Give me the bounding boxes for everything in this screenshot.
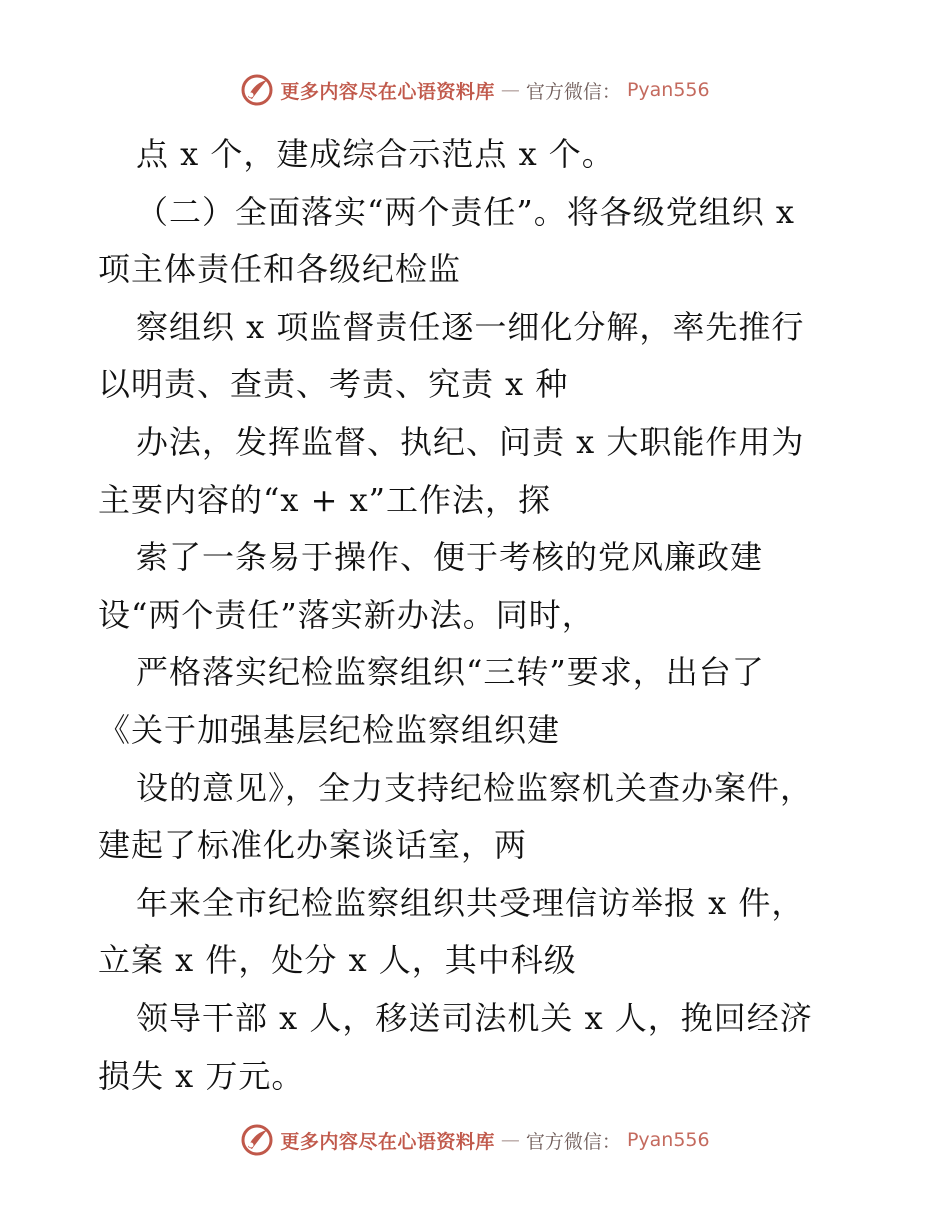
- text-line: （二）全面落实“两个责任”。将各级党组织 x: [136, 192, 795, 231]
- text-line: 办法，发挥监督、执纪、问责 x 大职能作用为: [136, 422, 805, 461]
- watermark-id: Pyan556: [626, 1129, 710, 1151]
- text-line: 年来全市纪检监察组织共受理信访举报 x 件，: [136, 883, 805, 922]
- text-line: 以明责、查责、考责、究责 x 种: [98, 365, 569, 404]
- brush-logo-icon: [240, 73, 274, 107]
- text-line: 点 x 个，建成综合示范点 x 个。: [136, 135, 615, 173]
- watermark-dash: —: [500, 79, 520, 101]
- text-line: 立案 x 件，处分 x 人，其中科级: [98, 941, 577, 980]
- text-line: 建起了标准化办案谈话室，两: [98, 826, 528, 865]
- text-line: 损失 x 万元。: [98, 1056, 305, 1095]
- watermark-header: [0, 70, 950, 110]
- document-body: [98, 126, 858, 1105]
- text-line: 察组织 x 项监督责任逐一细化分解，率先推行: [136, 307, 805, 346]
- watermark-sub-text: 官方微信：: [525, 80, 621, 103]
- watermark-main-text: 更多内容尽在心语资料库: [280, 80, 495, 103]
- text-line: 主要内容的“x + x”工作法，探: [98, 480, 551, 519]
- watermark-id: Pyan556: [626, 79, 710, 101]
- watermark-dash: —: [500, 1129, 520, 1151]
- text-line: 索了一条易于操作、便于考核的党风廉政建: [136, 538, 764, 577]
- text-line: 领导干部 x 人，移送司法机关 x 人，挽回经济: [136, 998, 813, 1037]
- text-line: 设“两个责任”落实新办法。同时，: [98, 595, 595, 634]
- watermark-footer: [0, 1120, 950, 1160]
- text-line: 设的意见》，全力支持纪检监察机关查办案件，: [136, 768, 814, 807]
- text-line: 《关于加强基层纪检监察组织建: [98, 710, 561, 749]
- watermark-main-text: 更多内容尽在心语资料库: [280, 1130, 495, 1153]
- brush-logo-icon: [240, 1123, 274, 1157]
- text-line: 严格落实纪检监察组织“三转”要求，出台了: [136, 653, 765, 692]
- text-line: 项主体责任和各级纪检监: [98, 250, 462, 289]
- watermark-sub-text: 官方微信：: [525, 1130, 621, 1153]
